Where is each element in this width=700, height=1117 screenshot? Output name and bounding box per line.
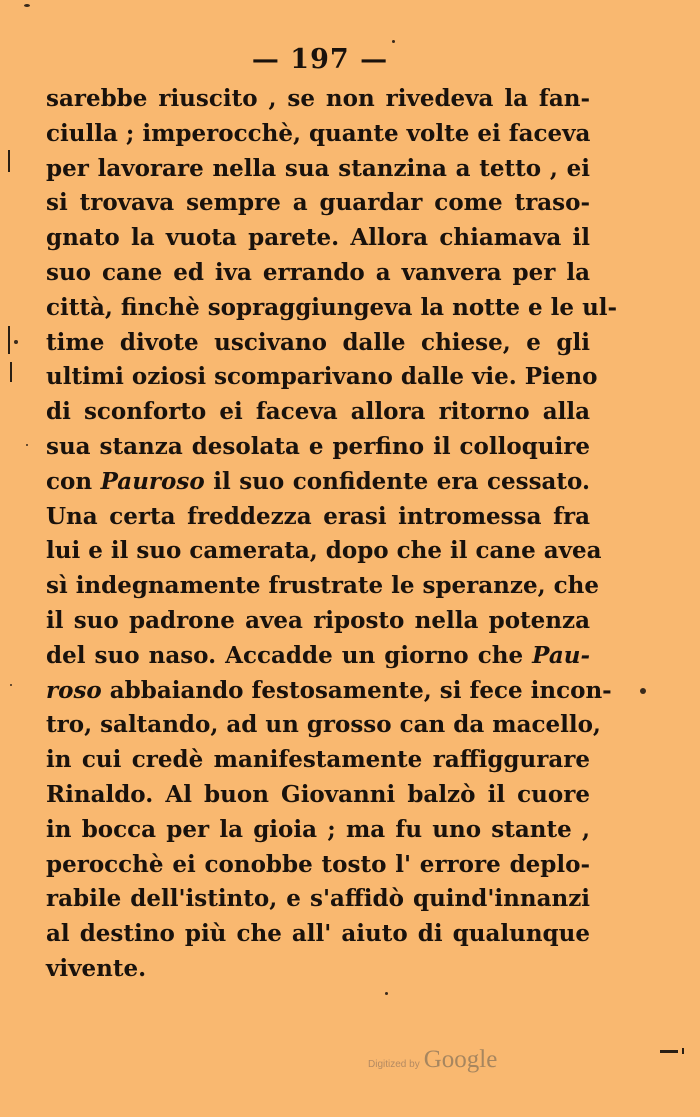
digitized-by-text: Digitized by bbox=[368, 1059, 420, 1070]
text-run: il suo padrone avea riposto nella potenza bbox=[46, 606, 590, 634]
text-line bbox=[46, 291, 618, 326]
corner-scan-mark bbox=[660, 1048, 686, 1054]
text-line bbox=[46, 256, 590, 291]
text-line bbox=[46, 360, 598, 395]
text-line bbox=[46, 882, 590, 917]
margin-mark bbox=[10, 362, 12, 382]
text-run: time divote uscivano dalle chiese, e gli bbox=[46, 328, 590, 356]
italic-name: Pau- bbox=[532, 641, 590, 669]
scan-speck bbox=[24, 4, 30, 7]
text-run: il suo confidente era cessato. bbox=[204, 467, 590, 495]
text-line bbox=[46, 395, 590, 430]
text-run: lui e il suo camerata, dopo che il cane avea bbox=[46, 537, 602, 565]
text-run: sua stanza desolata e perfino il colloquire bbox=[46, 432, 590, 460]
text-run: in bocca per la gioia ; ma fu uno stante , bbox=[46, 815, 590, 843]
scan-speck bbox=[10, 684, 12, 686]
text-run: al destino più che all' aiuto di qualunque bbox=[46, 920, 590, 948]
text-line bbox=[46, 813, 590, 848]
text-line bbox=[46, 917, 590, 952]
scan-speck bbox=[14, 340, 18, 344]
text-line bbox=[46, 117, 590, 152]
text-run: per lavorare nella sua stanzina a tetto , ei bbox=[46, 154, 590, 182]
text-line bbox=[46, 326, 590, 361]
text-run: Rinaldo. Al buon Giovanni balzò il cuore bbox=[46, 780, 590, 808]
text-run: ultimi oziosi scomparivano dalle vie. Pieno bbox=[46, 363, 598, 391]
margin-mark bbox=[8, 150, 10, 172]
digitized-footer bbox=[368, 1046, 497, 1074]
text-line bbox=[46, 848, 590, 883]
text-run: si trovava sempre a guardar come traso- bbox=[46, 189, 590, 217]
text-line bbox=[46, 569, 599, 604]
text-line bbox=[46, 708, 601, 743]
text-line bbox=[46, 500, 590, 535]
scan-speck bbox=[385, 992, 388, 995]
text-line bbox=[46, 639, 590, 674]
text-run: con bbox=[46, 467, 101, 495]
scan-speck bbox=[640, 688, 646, 694]
text-line bbox=[46, 604, 590, 639]
text-run: perocchè ei conobbe tosto l' errore deplo- bbox=[46, 850, 590, 878]
text-run: gnato la vuota parete. Allora chiamava il bbox=[46, 224, 590, 252]
text-run: città, finchè sopraggiungeva la notte e le ul- bbox=[46, 293, 618, 321]
text-run: vivente. bbox=[46, 954, 147, 982]
italic-name: Pauroso bbox=[100, 467, 205, 495]
text-run: ciulla ; imperocchè, quante volte ei faceva bbox=[46, 119, 591, 147]
text-line bbox=[46, 778, 590, 813]
text-line bbox=[46, 430, 590, 465]
text-run: rabile dell'istinto, e s'affidò quind'innanzi bbox=[46, 885, 590, 913]
text-run: suo cane ed iva errando a vanvera per la bbox=[46, 258, 590, 286]
text-line bbox=[46, 82, 590, 117]
text-line bbox=[46, 952, 590, 987]
text-run: in cui credè manifestamente raffiggurare bbox=[46, 746, 590, 774]
margin-mark bbox=[8, 326, 10, 354]
text-run: di sconforto ei faceva allora ritorno alla bbox=[46, 398, 590, 426]
page-number: — 197 — bbox=[251, 44, 389, 75]
text-run: sì indegnamente frustrate le speranze, che bbox=[46, 572, 599, 600]
text-line bbox=[46, 221, 590, 256]
text-line bbox=[46, 186, 590, 221]
google-logo: Google bbox=[423, 1046, 498, 1073]
text-line bbox=[46, 152, 590, 187]
text-line bbox=[46, 534, 602, 569]
text-run: sarebbe riuscito , se non rivedeva la fan- bbox=[46, 85, 590, 112]
text-run: tro, saltando, ad un grosso can da macello, bbox=[46, 711, 601, 739]
text-line bbox=[46, 465, 590, 500]
text-run: Una certa freddezza erasi intromessa fra bbox=[46, 502, 590, 530]
text-run: del suo naso. Accadde un giorno che bbox=[46, 641, 533, 669]
scan-speck bbox=[26, 444, 28, 446]
italic-name: roso bbox=[46, 676, 102, 704]
text-line bbox=[46, 674, 612, 709]
text-run: abbaiando festosamente, si fece incon- bbox=[101, 676, 612, 704]
scan-speck bbox=[392, 40, 395, 43]
text-line bbox=[46, 743, 590, 778]
body-text bbox=[46, 82, 618, 987]
